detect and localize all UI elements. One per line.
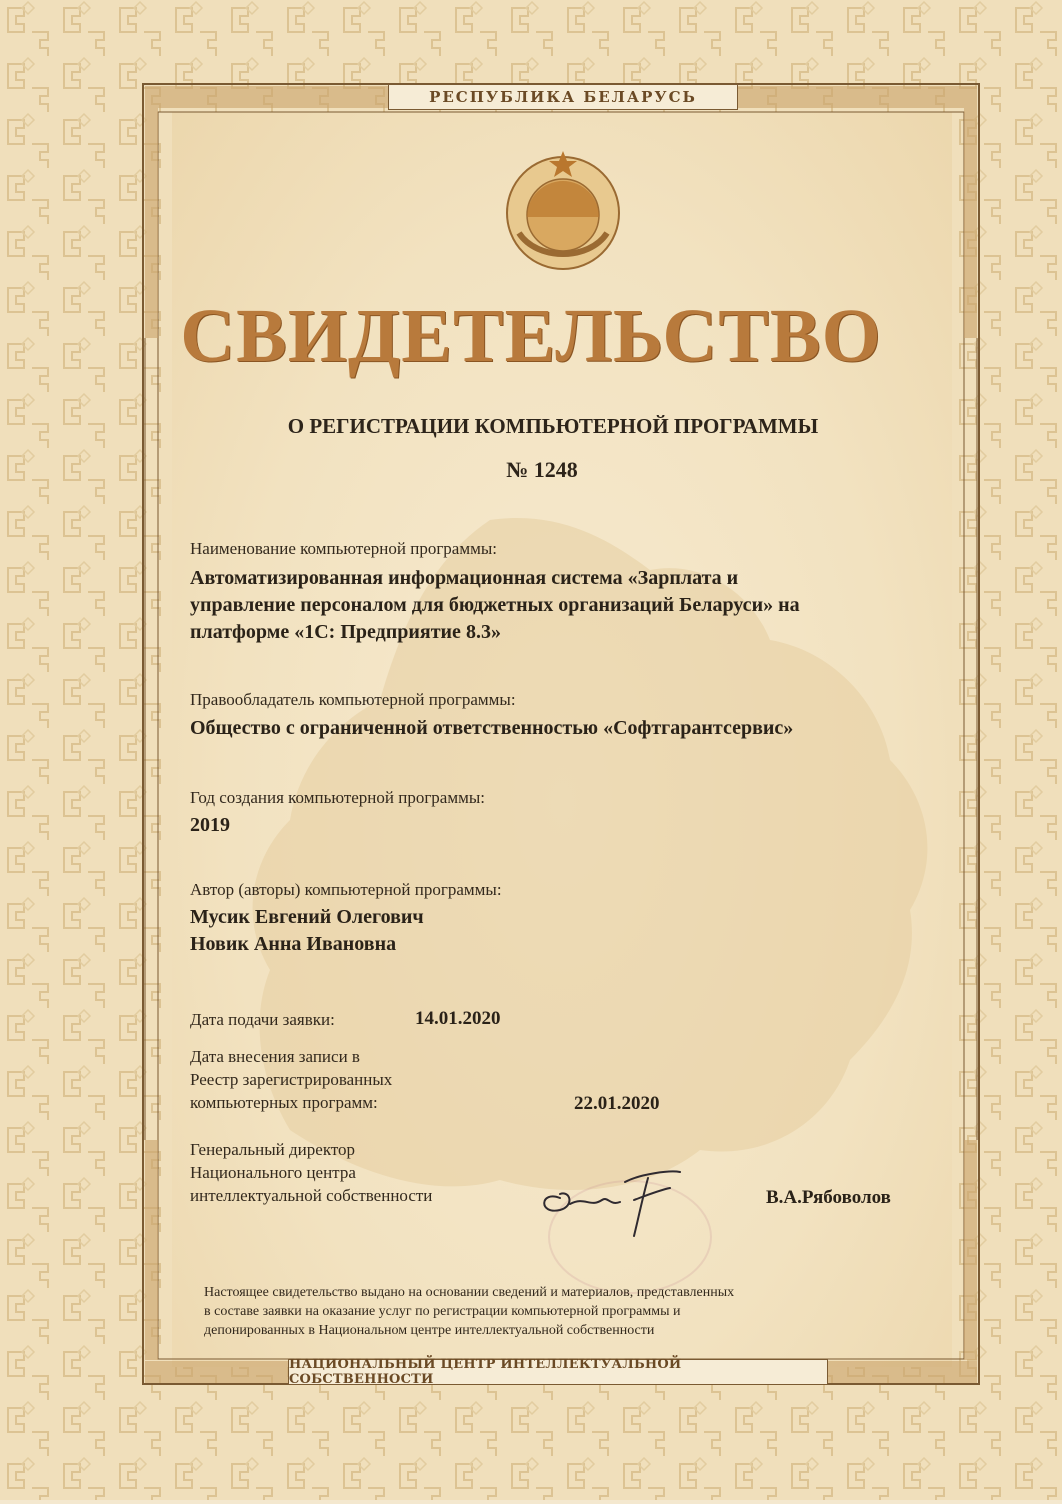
author-name: Мусик Евгений Олегович xyxy=(190,906,424,928)
program-name-section xyxy=(190,539,800,646)
program-name-line: платформе «1С: Предприятие 8.3» xyxy=(190,621,501,643)
application-date-value: 14.01.2020 xyxy=(415,1008,501,1029)
issuer-label: НАЦИОНАЛЬНЫЙ ЦЕНТР ИНТЕЛЛЕКТУАЛЬНОЙ СОБСТВЕННОСТИ xyxy=(289,1357,682,1387)
signatory-section xyxy=(190,1138,432,1207)
application-date-section xyxy=(190,1010,335,1030)
country-banner xyxy=(388,84,738,110)
registry-date-label: Реестр зарегистрированных xyxy=(190,1070,393,1089)
footer-note-line: депонированных в Национальном центре интеллектуальной собственности xyxy=(204,1323,655,1338)
program-name-line: Автоматизированная информационная система «Зарплата и xyxy=(190,567,739,589)
rightholder-label: Правообладатель компьютерной программы: xyxy=(190,690,516,709)
certificate-title: СВИДЕТЕЛЬСТВО xyxy=(180,294,882,378)
year-value: 2019 xyxy=(190,814,230,836)
program-name-label: Наименование компьютерной программы: xyxy=(190,539,498,558)
rightholder-section xyxy=(190,690,793,742)
program-name-line: управление персоналом для бюджетных организаций Беларуси» на xyxy=(190,594,800,616)
registry-date-label: Дата внесения записи в xyxy=(190,1047,360,1066)
handwritten-signature xyxy=(530,1160,700,1240)
rightholder-value: Общество с ограниченной ответственностью «Софтгарантсервис» xyxy=(190,717,794,739)
registry-date-section xyxy=(190,1045,392,1114)
footer-note-line: Настоящее свидетельство выдано на основании сведений и материалов, представленных xyxy=(204,1285,735,1300)
registry-date-label: компьютерных программ: xyxy=(190,1093,378,1112)
signatory-position: интеллектуальной собственности xyxy=(190,1186,433,1205)
footer-note-line: в составе заявки на оказание услуг по регистрации компьютерной программы и xyxy=(204,1304,681,1319)
year-section xyxy=(190,788,485,839)
authors-label: Автор (авторы) компьютерной программы: xyxy=(190,880,502,899)
registry-date-value: 22.01.2020 xyxy=(574,1093,660,1114)
footer-note xyxy=(204,1283,894,1340)
certificate-number: № 1248 xyxy=(506,457,578,482)
signatory-position: Генеральный директор xyxy=(190,1140,356,1159)
program-name-value xyxy=(190,565,800,646)
signatory-name: В.А.Рябоволов xyxy=(766,1187,891,1208)
certificate-subtitle: О РЕГИСТРАЦИИ КОМПЬЮТЕРНОЙ ПРОГРАММЫ xyxy=(287,414,819,438)
authors-list xyxy=(190,904,502,958)
signatory-position: Национального центра xyxy=(190,1163,356,1182)
issuer-banner xyxy=(288,1359,828,1385)
authors-section xyxy=(190,880,502,958)
state-emblem xyxy=(497,143,629,275)
application-date-label: Дата подачи заявки: xyxy=(190,1010,335,1029)
author-name: Новик Анна Ивановна xyxy=(190,933,397,955)
country-label: РЕСПУБЛИКА БЕЛАРУСЬ xyxy=(429,88,697,106)
year-label: Год создания компьютерной программы: xyxy=(190,788,486,807)
